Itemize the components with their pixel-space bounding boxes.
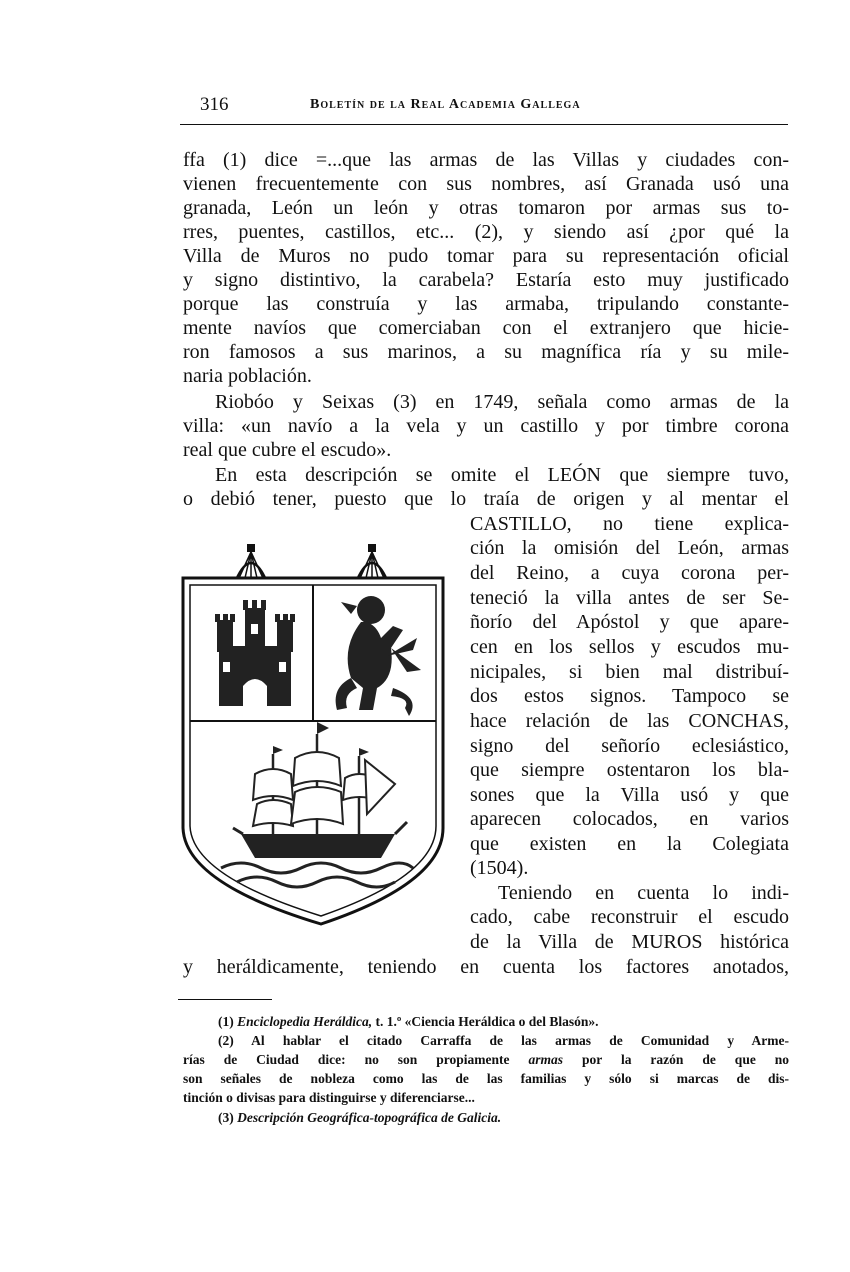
scallop-shell-icon bbox=[357, 544, 387, 580]
footnote-text: por la razón de que no bbox=[581, 1052, 790, 1067]
footnote-text: rías de Ciudad dice: no son propiamente bbox=[183, 1052, 510, 1067]
body-line: naria población. bbox=[183, 365, 312, 387]
coat-of-arms-icon bbox=[181, 538, 445, 928]
body-line: vienen frecuentemente con sus nombres, así Granada usó una bbox=[183, 173, 789, 195]
side-line: teneció la villa antes de ser Se- bbox=[470, 587, 789, 609]
footnote-title: Enciclopedia Heráldica, bbox=[237, 1014, 373, 1029]
body-line: rres, puentes, castillos, etc... (2), y siendo así ¿por qué la bbox=[183, 221, 789, 243]
header-rule bbox=[180, 124, 788, 125]
body-line: porque las construía y las armaba, tripulando constante- bbox=[183, 293, 789, 315]
body-line: En esta descripción se omite el LEÓN que siempre tuvo, bbox=[215, 464, 789, 486]
footnote-rule bbox=[178, 999, 272, 1000]
footnote-text: t. 1.º «Ciencia Heráldica o del Blasón». bbox=[375, 1014, 599, 1029]
footnote-2-line bbox=[183, 1050, 789, 1069]
body-line: real que cubre el escudo». bbox=[183, 439, 392, 461]
side-line: hace relación de las CONCHAS, bbox=[470, 710, 789, 732]
body-line: y signo distintivo, la carabela? Estaría esto muy justificado bbox=[183, 269, 789, 291]
body-line: Riobóo y Seixas (3) en 1749, señala como armas de la bbox=[215, 391, 789, 413]
body-line: Villa de Muros no pudo tomar para su representación oficial bbox=[183, 245, 789, 267]
footnote-title: Descripción Geográfica-topográfica de Galicia. bbox=[237, 1110, 502, 1125]
footnote-2-line: son señales de nobleza como las de las familias y sólo si marcas de dis- bbox=[183, 1071, 789, 1086]
castle-icon bbox=[215, 600, 295, 706]
footnote-2-line: tinción o divisas para distinguirse y diferenciarse... bbox=[183, 1090, 475, 1105]
side-line: ción la omisión del León, armas bbox=[470, 537, 789, 559]
side-line: de la Villa de MUROS histórica bbox=[470, 931, 789, 953]
side-line: sones que la Villa usó y que bbox=[470, 784, 789, 806]
footnote-emphasis: armas bbox=[528, 1052, 564, 1067]
side-line: nicipales, si bien mal distribuí- bbox=[470, 661, 789, 683]
page-number: 316 bbox=[200, 94, 229, 115]
side-line: ñorío del Apóstol y que apare- bbox=[470, 611, 789, 633]
side-line: cen en los sellos y escudos mu- bbox=[470, 636, 789, 658]
body-line: ffa (1) dice =...que las armas de las Villas y ciudades con- bbox=[183, 149, 789, 171]
page-header bbox=[180, 94, 788, 120]
footnote-1 bbox=[218, 1012, 789, 1031]
body-line: ron famosos a sus marinos, a su magnífica ría y su mile- bbox=[183, 341, 789, 363]
side-line: CASTILLO, no tiene explica- bbox=[470, 513, 789, 535]
body-line: granada, León un león y otras tomaron por armas sus to- bbox=[183, 197, 789, 219]
body-line: villa: «un navío a la vela y un castillo y por timbre corona bbox=[183, 415, 789, 437]
side-line: signo del señorío eclesiástico, bbox=[470, 735, 789, 757]
footnote-mark: (3) bbox=[218, 1110, 234, 1125]
side-line: cado, cabe reconstruir el escudo bbox=[470, 906, 789, 928]
side-line: (1504). bbox=[470, 857, 529, 879]
body-line: mente navíos que comerciaban con el extranjero que hicie- bbox=[183, 317, 789, 339]
running-title: Boletín de la Real Academia Gallega bbox=[310, 97, 581, 112]
scallop-shell-icon bbox=[236, 544, 266, 580]
side-line: Teniendo en cuenta lo indi- bbox=[498, 882, 789, 904]
side-line: aparecen colocados, en varios bbox=[470, 808, 789, 830]
side-line: dos estos signos. Tampoco se bbox=[470, 685, 789, 707]
side-line: que existen en la Colegiata bbox=[470, 833, 789, 855]
body-line: o debió tener, puesto que lo traía de origen y al mentar el bbox=[183, 488, 789, 510]
footnote-2-line: (2) Al hablar el citado Carraffa de las armas de Comunidad y Arme- bbox=[218, 1033, 789, 1048]
side-line: que siempre ostentaron los bla- bbox=[470, 759, 789, 781]
footnote-mark: (1) bbox=[218, 1014, 234, 1029]
footnote-3 bbox=[218, 1108, 789, 1127]
body-line: y heráldicamente, teniendo en cuenta los factores anotados, bbox=[183, 956, 789, 978]
side-line: del Reino, a cuya corona per- bbox=[470, 562, 789, 584]
